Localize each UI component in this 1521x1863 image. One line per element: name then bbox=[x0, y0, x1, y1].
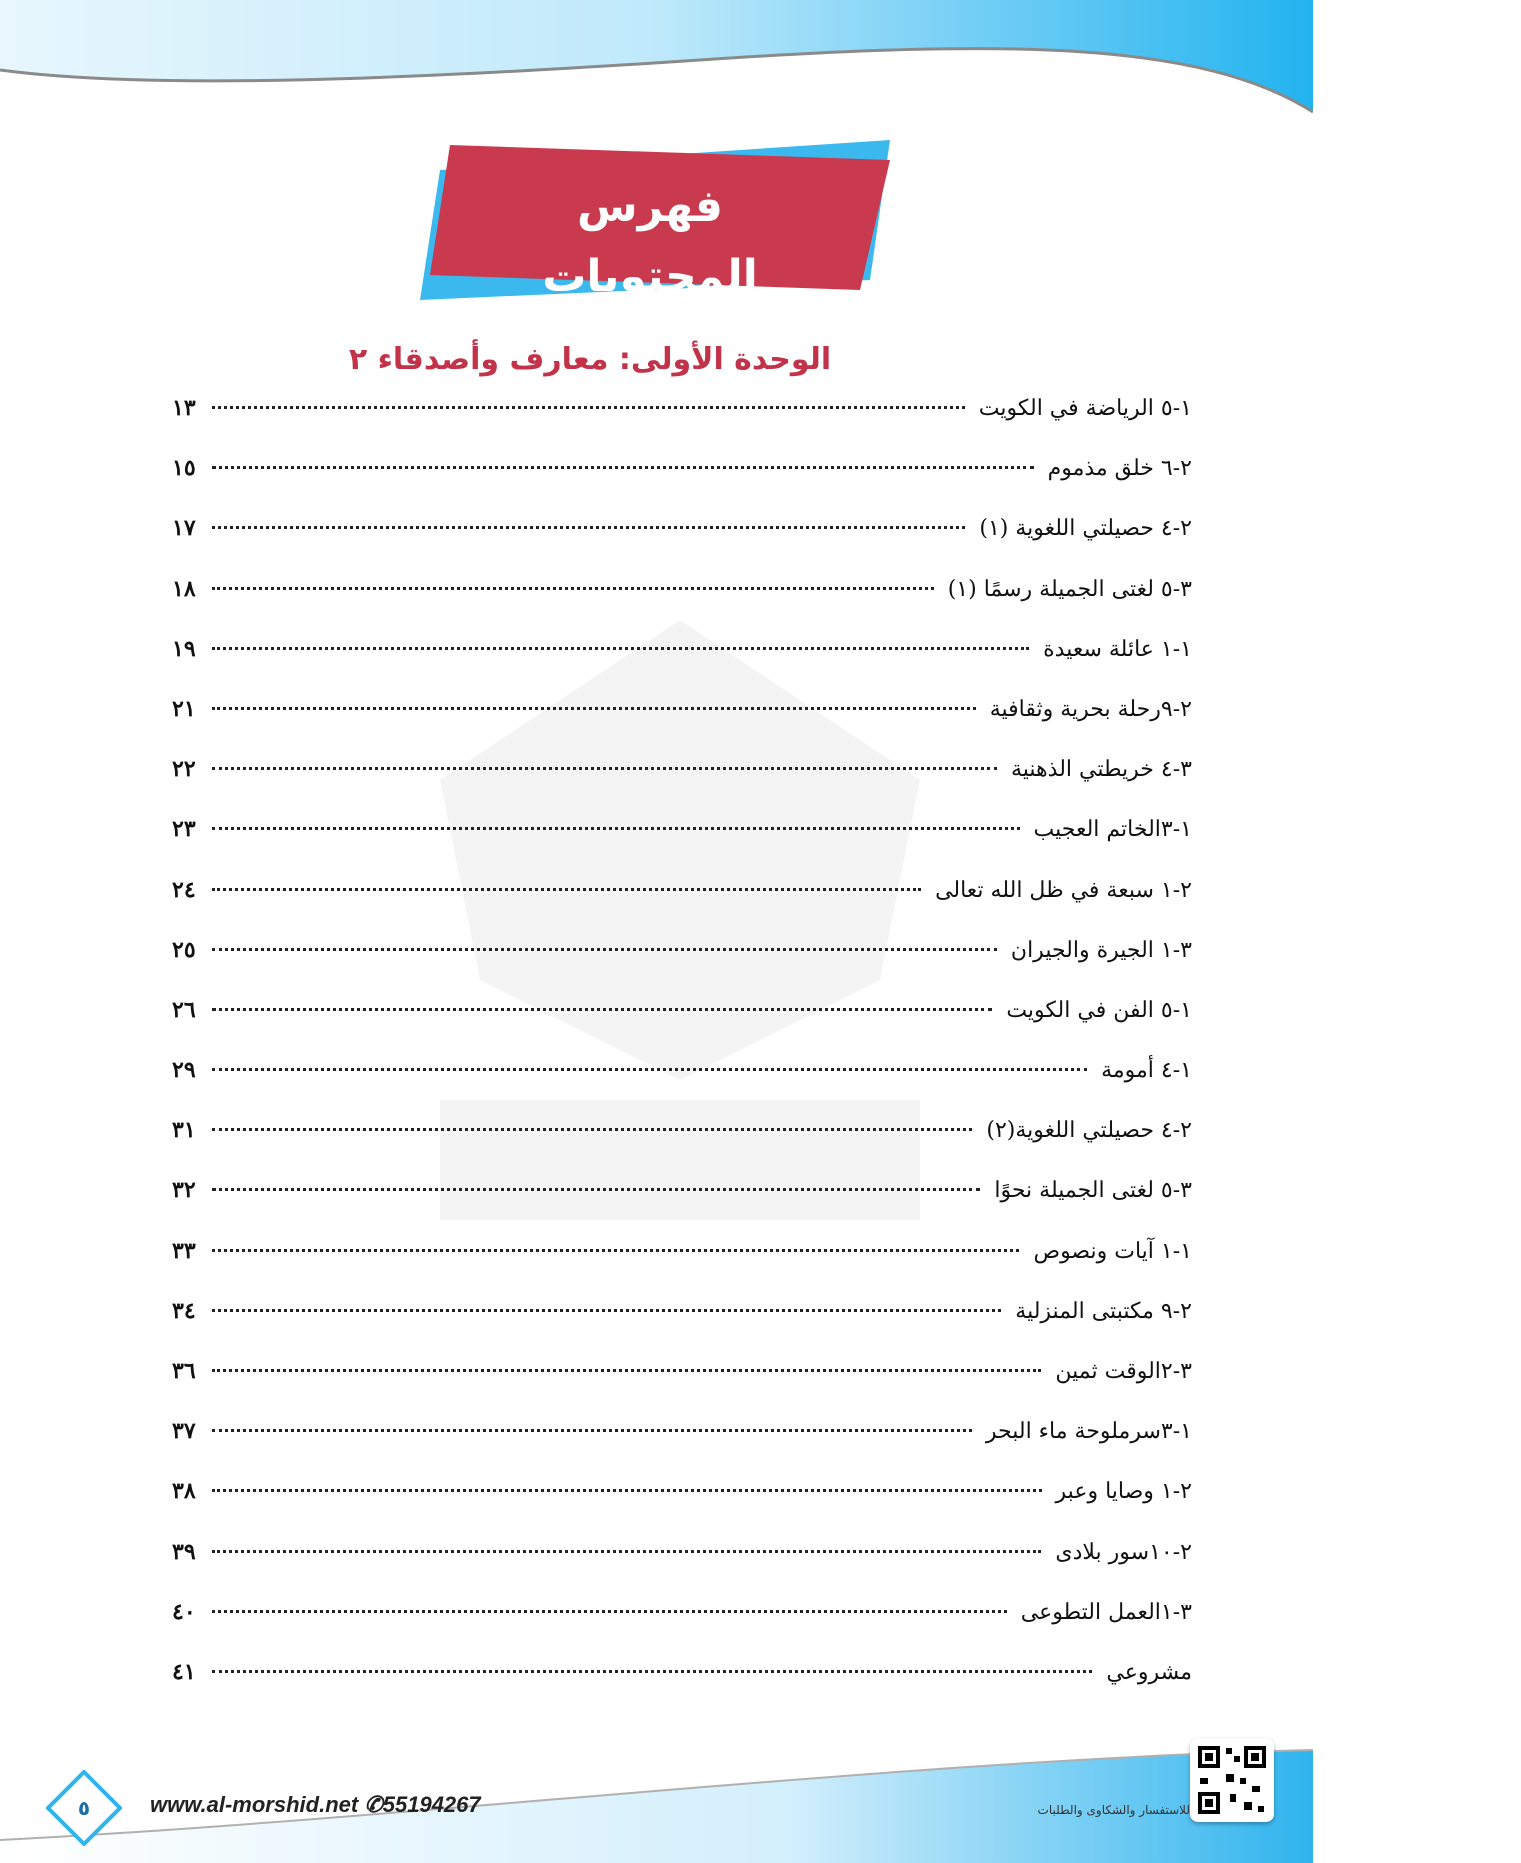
toc-row bbox=[172, 1478, 1192, 1538]
toc-page-number: ٣٣ bbox=[172, 1237, 196, 1264]
toc-row bbox=[172, 816, 1192, 876]
toc-leader-dots bbox=[212, 767, 997, 770]
toc-title: ١-٥ الفن في الكويت bbox=[1006, 997, 1192, 1023]
toc-leader-dots bbox=[212, 1489, 1042, 1492]
toc-page-number: ٢٩ bbox=[172, 1057, 196, 1084]
toc-row bbox=[172, 756, 1192, 816]
toc-title: ٣-١ الجيرة والجيران bbox=[1010, 937, 1192, 963]
toc-title: ٢-٩ مكتبتى المنزلية bbox=[1015, 1298, 1192, 1324]
toc-leader-dots bbox=[212, 1068, 1087, 1071]
toc-row bbox=[172, 877, 1192, 937]
toc-row bbox=[172, 997, 1192, 1057]
toc-page-number: ٢٢ bbox=[172, 756, 196, 783]
toc-title: ١-٥ الرياضة في الكويت bbox=[978, 396, 1192, 421]
toc-page-number: ٤٠ bbox=[172, 1598, 196, 1625]
toc-leader-dots bbox=[212, 1309, 1001, 1312]
toc-row bbox=[172, 1057, 1192, 1117]
toc-leader-dots bbox=[212, 888, 921, 891]
table-of-contents bbox=[172, 395, 1192, 1719]
toc-row bbox=[172, 395, 1192, 455]
toc-row bbox=[172, 515, 1192, 575]
unit-heading: الوحدة الأولى: معارف وأصدقاء ٢ bbox=[348, 342, 832, 377]
toc-leader-dots bbox=[212, 1369, 1041, 1372]
toc-row bbox=[172, 1659, 1192, 1719]
toc-title: ٢-١ وصايا وعبر bbox=[1055, 1479, 1192, 1505]
toc-title: ١-٣الخاتم العجيب bbox=[1033, 817, 1192, 843]
toc-page-number: ١٧ bbox=[172, 515, 196, 542]
toc-row bbox=[172, 1177, 1192, 1237]
toc-row bbox=[172, 636, 1192, 696]
toc-title: ٢-١ سبعة في ظل الله تعالى bbox=[935, 877, 1192, 903]
page-number: ٥ bbox=[77, 1796, 91, 1820]
toc-title: ٢-٦ خلق مذموم bbox=[1047, 456, 1192, 482]
toc-title: ٣-١العمل التطوعى bbox=[1020, 1599, 1192, 1625]
toc-page-number: ٣٧ bbox=[172, 1418, 196, 1445]
toc-row bbox=[172, 1599, 1192, 1659]
toc-title: ١-١ آيات ونصوص bbox=[1033, 1238, 1192, 1264]
toc-leader-dots bbox=[212, 1188, 980, 1191]
toc-page-number: ٢١ bbox=[172, 695, 196, 722]
toc-leader-dots bbox=[212, 1249, 1019, 1252]
toc-leader-dots bbox=[212, 526, 965, 529]
toc-page-number: ٢٥ bbox=[172, 936, 196, 963]
toc-leader-dots bbox=[212, 707, 976, 710]
toc-row bbox=[172, 1418, 1192, 1478]
toc-title: ٣-٥ لغتى الجميلة نحوًا bbox=[994, 1178, 1192, 1204]
toc-leader-dots bbox=[212, 587, 934, 590]
toc-leader-dots bbox=[212, 1008, 992, 1011]
toc-page-number: ٤١ bbox=[172, 1658, 196, 1685]
toc-row bbox=[172, 1298, 1192, 1358]
toc-row bbox=[172, 455, 1192, 515]
page-title: فهرس المحتويات bbox=[542, 181, 758, 302]
toc-title: ٣-٤ خريطتي الذهنية bbox=[1010, 757, 1192, 783]
toc-row bbox=[172, 937, 1192, 997]
toc-title: ١-١ عائلة سعيدة bbox=[1043, 636, 1192, 662]
toc-leader-dots bbox=[212, 827, 1020, 830]
toc-page-number: ٣٢ bbox=[172, 1177, 196, 1204]
toc-page-number: ١٣ bbox=[172, 395, 196, 421]
toc-row bbox=[172, 576, 1192, 636]
toc-leader-dots bbox=[212, 1128, 972, 1131]
toc-title: ٢-١٠سور بلادى bbox=[1055, 1539, 1192, 1565]
toc-title: ١-٣سرملوحة ماء البحر bbox=[985, 1419, 1192, 1445]
toc-page-number: ٣٨ bbox=[172, 1478, 196, 1505]
qr-code bbox=[1190, 1738, 1274, 1822]
toc-title: ٢-٤ حصيلتي اللغوية (١) bbox=[979, 516, 1192, 542]
toc-leader-dots bbox=[212, 1429, 972, 1432]
toc-page-number: ١٨ bbox=[172, 575, 196, 602]
toc-page-number: ٢٤ bbox=[172, 876, 196, 903]
toc-title: ٢-٤ حصيلتي اللغوية(٢) bbox=[986, 1118, 1192, 1144]
toc-leader-dots bbox=[212, 1670, 1092, 1673]
toc-page-number: ٣٤ bbox=[172, 1297, 196, 1324]
qr-caption: للاستفسار والشكاوى والطلبات bbox=[1037, 1803, 1190, 1817]
toc-page-number: ٢٣ bbox=[172, 816, 196, 843]
toc-page-number: ٣١ bbox=[172, 1117, 196, 1144]
toc-leader-dots bbox=[212, 1610, 1007, 1613]
toc-title: ٢-٩رحلة بحرية وثقافية bbox=[989, 696, 1192, 722]
toc-page-number: ٣٩ bbox=[172, 1538, 196, 1565]
toc-leader-dots bbox=[212, 406, 965, 409]
toc-row bbox=[172, 1117, 1192, 1177]
top-wave-band bbox=[0, 0, 1521, 130]
toc-page-number: ٣٦ bbox=[172, 1358, 196, 1384]
toc-row bbox=[172, 696, 1192, 756]
toc-leader-dots bbox=[212, 647, 1029, 650]
toc-row bbox=[172, 1358, 1192, 1418]
toc-leader-dots bbox=[212, 466, 1034, 469]
toc-row bbox=[172, 1238, 1192, 1298]
toc-page-number: ٢٦ bbox=[172, 996, 196, 1023]
toc-leader-dots bbox=[212, 1550, 1041, 1553]
right-margin bbox=[1313, 0, 1521, 1863]
website-contact: www.al-morshid.net ✆55194267 bbox=[150, 1792, 481, 1817]
toc-title: ١-٤ أمومة bbox=[1101, 1058, 1192, 1084]
qr-code-icon bbox=[1190, 1738, 1274, 1822]
toc-title: ٣-٢الوقت ثمين bbox=[1055, 1359, 1192, 1384]
toc-title: ٣-٥ لغتى الجميلة رسمًا (١) bbox=[947, 576, 1192, 602]
toc-leader-dots bbox=[212, 948, 997, 951]
toc-page-number: ١٥ bbox=[172, 455, 196, 482]
toc-page-number: ١٩ bbox=[172, 635, 196, 662]
toc-row bbox=[172, 1539, 1192, 1599]
toc-title: مشروعي bbox=[1106, 1659, 1192, 1685]
